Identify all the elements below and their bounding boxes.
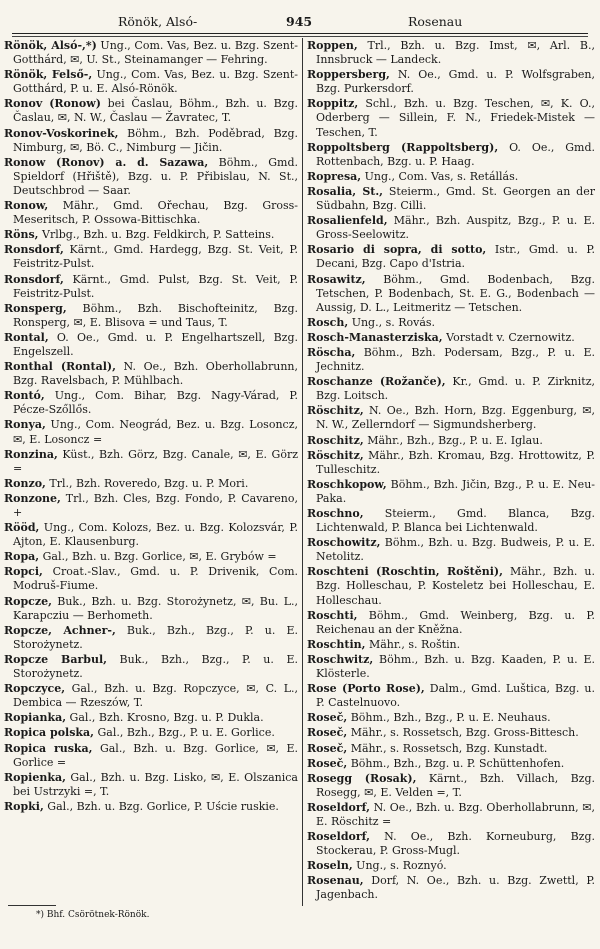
directory-entry (307, 185, 595, 213)
directory-entry (4, 726, 298, 740)
entry-place-name: Ronzone, (4, 491, 61, 505)
entry-place-name: Ronthal (Rontal), (4, 360, 116, 374)
directory-entry (307, 711, 595, 725)
entry-details: Kärnt., Gmd. Hardegg, Bzg. St. Veit, P. Feistritz-Pulst. (13, 243, 298, 271)
entry-place-name: Röschitz, (307, 404, 364, 418)
running-head-right: Rosenau (408, 14, 463, 29)
entry-place-name: Ronsperg, (4, 301, 67, 315)
entry-place-name: Roschwitz, (307, 652, 374, 666)
entry-place-name: Rönök, Felső-, (4, 68, 93, 82)
entry-details: Ung., Com. Kolozs, Bez. u. Bzg. Kolozsvár, P. Ajton, E. Klausenburg. (13, 521, 298, 549)
directory-entry (4, 565, 298, 593)
directory-entry (307, 170, 595, 184)
entry-details: Böhm., Bzh. Jičin, Bzg., P. u. E. Neu-Paka. (316, 477, 595, 505)
entry-place-name: Ronov (Ronow) (4, 97, 101, 111)
right-column (307, 39, 595, 904)
directory-entry (307, 346, 595, 374)
entry-place-name: Ropica polska, (4, 726, 94, 740)
directory-entry (307, 507, 595, 535)
entry-details: Istr., Gmd. u. P. Decani, Bzg. Capo d'Istria. (316, 243, 595, 271)
entry-details: Mähr., s. Rossetsch, Bzg. Gross-Bittesch. (347, 726, 579, 740)
entry-place-name: Ropcze Barbul, (4, 652, 107, 666)
directory-entry (307, 68, 595, 96)
entry-details: Schl., Bzh. u. Bzg. Teschen, ✉, K. O., Oderberg — Sillein, F. N., Friedek-Mistek — Teschen, T. (316, 97, 595, 139)
entry-place-name: Röschitz, (307, 448, 364, 462)
entry-details: Mähr., s. Rossetsch, Bzg. Kunstadt. (347, 741, 548, 755)
entry-place-name: Roseldorf, (307, 830, 370, 844)
entry-details: bei Časlau, Böhm., Bzh. u. Bzg. Časlau, ✉, N. W., Časlau — Žavratec, T. (13, 97, 299, 125)
entry-place-name: Rosch-Manasterziska, (307, 330, 443, 344)
entry-details: Böhm., Bzh. u. Bzg. Kaaden, P. u. E. Klösterle. (316, 652, 595, 681)
entry-place-name: Roseč, (307, 726, 348, 740)
directory-entry (307, 801, 595, 829)
entry-place-name: Ronsdorf, (4, 243, 64, 257)
directory-entry (307, 141, 595, 169)
entry-details: Böhm., Gmd. Weinberg, Bzg. u. P. Reichenau an der Kněžna. (316, 608, 595, 636)
directory-entry (307, 859, 595, 873)
directory-entry (4, 418, 298, 446)
entry-place-name: Roschitz, (307, 433, 364, 447)
entry-details: O. Oe., Gmd. u. P. Engelhartszell, Bzg. Engelszell. (13, 330, 298, 358)
entry-details: Mähr., Bzh. Auspitz, Bzg., P. u. E. Gross-Seelowitz. (316, 214, 595, 242)
directory-entry (4, 521, 298, 549)
entry-place-name: Ronsdorf, (4, 272, 64, 286)
entry-place-name: Roppitz, (307, 97, 359, 111)
entry-place-name: Roschtin, (307, 637, 366, 651)
directory-entry (4, 389, 298, 417)
entry-details: Böhm., Bzh. u. Bzg. Budweis, P. u. E. Netolitz. (316, 536, 595, 564)
directory-entry (4, 228, 298, 242)
directory-entry (4, 331, 298, 359)
entry-details: Ung., Com. Neográd, Bez. u. Bzg. Losoncz, ✉, E. Losoncz = (13, 418, 298, 446)
directory-entry (307, 39, 595, 67)
entry-place-name: Roschowitz, (307, 536, 381, 550)
entry-place-name: Roschti, (307, 608, 358, 622)
directory-entry (4, 771, 298, 799)
entry-details: N. Oe., Bzh. u. Bzg. Oberhollabrunn, ✉, E. Röschitz = (316, 800, 595, 828)
directory-entry (307, 331, 595, 345)
entry-details: Steierm., Gmd. St. Georgen an der Südbahn, Bzg. Cilli. (316, 184, 595, 213)
entry-place-name: Roschkopow, (307, 477, 387, 491)
entry-place-name: Röns, (4, 228, 39, 242)
entry-place-name: Ronow (Ronov) a. d. Sazawa, (4, 155, 209, 169)
left-column (4, 39, 298, 815)
directory-entry (4, 156, 298, 198)
entry-place-name: Rosario di sopra, di sotto, (307, 243, 487, 257)
entry-place-name: Roppoltsberg (Rappoltsberg), (307, 140, 499, 154)
directory-entry (4, 273, 298, 301)
entry-details: Böhm., Bzh., Bzg. u. P. Schüttenhofen. (347, 756, 565, 770)
directory-entry (4, 595, 298, 623)
entry-details: Mähr., Bzh., Bzg., P. u. E. Iglau. (363, 433, 543, 447)
entry-place-name: Ropianka, (4, 711, 67, 725)
entry-place-name: Rosch, (307, 315, 349, 329)
entry-details: Gal., Bzh. u. Bzg. Gorlice, ✉, E. Grybów = (39, 550, 277, 564)
entry-place-name: Ronow, (4, 199, 49, 213)
directory-entry (307, 830, 595, 858)
directory-entry (307, 375, 595, 403)
entry-details: Steierm., Gmd. Blanca, Bzg. Lichtenwald, P. Blanca bei Lichtenwald. (316, 507, 595, 535)
entry-place-name: Roseč, (307, 741, 348, 755)
entry-place-name: Ronzina, (4, 447, 58, 461)
entry-details: Buk., Bzh., Bzg., P. u. E. Storożynetz. (13, 623, 298, 651)
entry-details: Kr., Gmd. u. P. Zirknitz, Bzg. Loitsch. (316, 375, 595, 403)
directory-entry (4, 302, 298, 330)
entry-place-name: Ropa, (4, 550, 40, 564)
directory-entry (307, 478, 595, 506)
directory-entry (307, 638, 595, 652)
directory-entry (307, 316, 595, 330)
directory-entry (4, 360, 298, 388)
entry-details: Ung., s. Roznyó. (352, 859, 447, 873)
entry-details: Ung., Com. Bihar, Bzg. Nagy-Várad, P. Pécze-Szőllős. (13, 389, 298, 417)
entry-details: Böhm., Bzh. Podersam, Bzg., P. u. E. Jechnitz. (316, 345, 595, 374)
entry-place-name: Ronzo, (4, 476, 46, 490)
entry-place-name: Roschanze (Rožanče), (307, 375, 446, 389)
entry-place-name: Ronya, (4, 418, 46, 432)
entry-place-name: Roseldorf, (307, 800, 370, 814)
directory-entry (307, 536, 595, 564)
entry-place-name: Rosenau, (307, 874, 364, 888)
entry-details: Kärnt., Bzh. Villach, Bzg. Rosegg, ✉, E. Velden =, T. (316, 771, 595, 799)
directory-entry (307, 726, 595, 740)
entry-details: N. Oe., Bzh. Korneuburg, Bzg. Stockerau, P. Gross-Mugl. (316, 830, 595, 858)
entry-details: Mähr., Bzh. Kromau, Bzg. Hrottowitz, P. Tulleschitz. (316, 448, 595, 476)
directory-entry (4, 199, 298, 227)
entry-place-name: Ropica ruska, (4, 741, 93, 755)
entry-details: Mähr., Gmd. Ořechau, Bzg. Gross-Meseritsch, P. Ossowa-Bittischka. (13, 199, 298, 227)
entry-details: Kärnt., Gmd. Pulst, Bzg. St. Veit, P. Feistritz-Pulst. (13, 272, 298, 300)
column-divider (302, 38, 303, 906)
entry-place-name: Roseč, (307, 756, 348, 770)
footnote: *) Bhf. Csörötnek-Rönök. (36, 910, 150, 920)
entry-place-name: Rose (Porto Rose), (307, 682, 425, 696)
directory-entry (4, 68, 298, 96)
entry-details: Buk., Bzh., Bzg., P. u. E. Storożynetz. (13, 652, 298, 681)
entry-details: Ung., Com. Vas, Bez. u. Bzg. Szent-Gotthárd, ✉, U. St., Steinamanger — Fehring. (13, 39, 298, 67)
directory-entry (307, 682, 595, 710)
entry-place-name: Ropienka, (4, 770, 66, 784)
directory-entry (4, 711, 298, 725)
entry-details: Trl., Bzh. u. Bzg. Imst, ✉, Arl. B., Innsbruck — Landeck. (316, 39, 595, 67)
entry-place-name: Rontal, (4, 330, 49, 344)
directory-entry (307, 434, 595, 448)
entry-details: N. Oe., Bzh. Oberhollabrunn, Bzg. Ravelsbach, P. Mühlbach. (13, 360, 298, 388)
entry-place-name: Roppen, (307, 39, 358, 52)
entry-place-name: Ropki, (4, 799, 44, 813)
directory-entry (4, 653, 298, 681)
directory-entry (4, 742, 298, 770)
entry-details: Croat.-Slav., Gmd. u. P. Drivenik, Com. Modruš-Fiume. (13, 565, 298, 593)
entry-place-name: Ronov-Voskorinek, (4, 126, 119, 140)
directory-entry (307, 449, 595, 477)
directory-entry (4, 682, 298, 710)
entry-details: Gal., Bzh. u. Bzg. Gorlice, P. Uście ruskie. (43, 799, 279, 813)
directory-entry (4, 800, 298, 814)
directory-entry (307, 742, 595, 756)
entry-details: Gal., Bzh. u. Bzg. Ropczyce, ✉, C. L., Dembica — Rzeszów, T. (13, 682, 298, 710)
entry-place-name: Ropcze, (4, 594, 52, 608)
entry-details: N. Oe., Bzh. Horn, Bzg. Eggenburg, ✉, N. W., Zellerndorf — Sigmundsherberg. (316, 404, 595, 432)
entry-place-name: Ropczyce, (4, 682, 66, 696)
entry-place-name: Rosegg (Rosak), (307, 771, 417, 785)
directory-entry (307, 97, 595, 139)
entry-details: Mähr., s. Roštin. (365, 637, 461, 651)
footnote-rule (8, 905, 56, 906)
directory-entry (4, 624, 298, 652)
entry-details: Böhm., Bzh. Bischofteinitz, Bzg. Ronsperg, ✉, E. Blisova = und Taus, T. (13, 301, 298, 329)
entry-place-name: Roschteni (Roschtin, Roštěni), (307, 565, 503, 579)
header-rule (12, 33, 588, 37)
directory-entry (4, 477, 298, 491)
entry-details: Vorstadt v. Czernowitz. (442, 330, 575, 344)
directory-entry (307, 404, 595, 432)
entry-details: Küst., Bzh. Görz, Bzg. Canale, ✉, E. Görz = (13, 447, 298, 475)
directory-entry (307, 273, 595, 315)
running-head-left: Rönök, Alsó- (118, 14, 198, 29)
entry-place-name: Ropresa, (307, 169, 362, 183)
entry-place-name: Rönök, Alsó-,*) (4, 39, 97, 52)
directory-entry (307, 653, 595, 681)
entry-place-name: Rosalienfeld, (307, 214, 388, 228)
directory-entry (4, 243, 298, 271)
entry-details: Gal., Bzh. u. Bzg. Gorlice, ✉, E. Gorlice = (13, 741, 298, 769)
directory-entry (4, 550, 298, 564)
entry-place-name: Ropci, (4, 565, 43, 579)
page-number: 945 (286, 14, 313, 29)
entry-details: N. Oe., Gmd. u. P. Wolfsgraben, Bzg. Purkersdorf. (316, 68, 595, 96)
entry-details: Dalm., Gmd. Luštica, Bzg. u. P. Castelnuovo. (316, 682, 595, 710)
entry-place-name: Rosawitz, (307, 272, 366, 286)
directory-entry (307, 565, 595, 607)
entry-place-name: Roseln, (307, 859, 353, 873)
entry-details: Ung., s. Rovás. (348, 315, 436, 329)
directory-entry (307, 243, 595, 271)
directory-entry (307, 757, 595, 771)
entry-place-name: Roseč, (307, 711, 348, 725)
entry-details: Böhm., Bzh. Poděbrad, Bzg. Nimburg, ✉, Bö. C., Nimburg — Jičin. (13, 126, 298, 154)
entry-details: Böhm., Gmd. Bodenbach, Bzg. Tetschen, P. Bodenbach, St. E. G., Bodenbach — Aussig, D. L., Leitmeritz — Tetschen. (316, 272, 595, 314)
entry-place-name: Ropcze, Achner-, (4, 623, 116, 637)
entry-details: Mähr., Bzh. u. Bzg. Holleschau, P. Kosteletz bei Holleschau, E. Holleschau. (316, 565, 595, 607)
directory-entry (4, 127, 298, 155)
directory-entry (307, 874, 595, 902)
entry-details: Trl., Bzh. Cles, Bzg. Fondo, P. Cavareno, + (13, 491, 298, 519)
entry-place-name: Rööd, (4, 521, 40, 535)
directory-entry (4, 97, 298, 125)
entry-details: Buk., Bzh. u. Bzg. Storożynetz, ✉, Bu. L., Karapcziu — Berhometh. (13, 594, 298, 622)
directory-entry (4, 492, 298, 520)
entry-details: Ung., Com. Vas, s. Retállás. (361, 169, 519, 183)
directory-entry (307, 214, 595, 242)
entry-details: Ung., Com. Vas, Bez. u. Bzg. Szent-Gotthárd, P. u. E. Alsó-Rönök. (13, 68, 298, 96)
entry-details: Gal., Bzh. u. Bzg. Lisko, ✉, E. Olszanica bei Ustrzyki =, T. (13, 770, 298, 798)
directory-entry (307, 772, 595, 800)
entry-details: Vrlbg., Bzh. u. Bzg. Feldkirch, P. Satteins. (38, 228, 275, 242)
entry-details: Dorf, N. Oe., Bzh. u. Bzg. Zwettl, P. Jagenbach. (316, 874, 595, 902)
entry-place-name: Rontó, (4, 389, 45, 403)
entry-details: Trl., Bzh. Roveredo, Bzg. u. P. Mori. (45, 476, 249, 490)
entry-details: Böhm., Gmd. Spieldorf (Hřiště), Bzg. u. P. Přibislau, N. St., Deutschbrod — Saar. (13, 155, 298, 197)
directory-entry (4, 448, 298, 476)
entry-place-name: Rosalia, St., (307, 184, 384, 198)
entry-place-name: Röscha, (307, 345, 356, 359)
entry-details: Böhm., Bzh., Bzg., P. u. E. Neuhaus. (347, 711, 551, 725)
entry-details: Gal., Bzh. Krosno, Bzg. u. P. Dukla. (66, 711, 264, 725)
entry-details: Gal., Bzh., Bzg., P. u. E. Gorlice. (93, 726, 275, 740)
entry-place-name: Roschno, (307, 507, 364, 520)
directory-entry (307, 609, 595, 637)
directory-entry (4, 39, 298, 67)
entry-details: O. Oe., Gmd. Rottenbach, Bzg. u. P. Haag. (316, 140, 595, 168)
entry-place-name: Roppersberg, (307, 68, 390, 82)
running-head (0, 8, 600, 30)
